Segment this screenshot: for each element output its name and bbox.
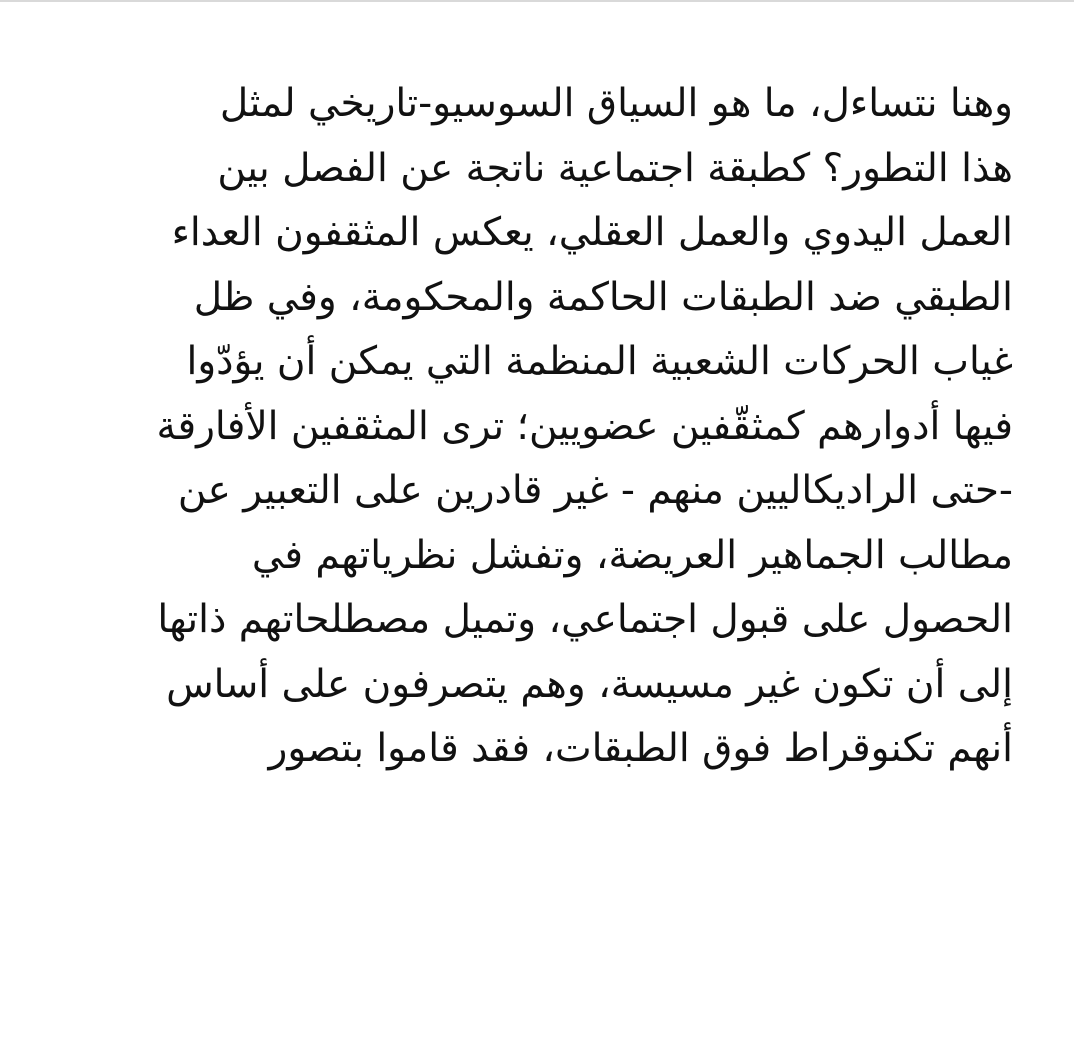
text-line-9: الحصول على قبول اجتماعي، وتميل مصطلحاتهم ذاتها — [157, 597, 1013, 642]
top-divider — [0, 0, 1074, 2]
text-line-6: فيها أدوارهم كمثقّفين عضويين؛ ترى المثقفين الأفارقة — [156, 403, 1013, 449]
text-line-7: -حتى الراديكاليين منهم - غير قادرين على التعبير عن — [177, 468, 1013, 513]
text-line-11: أنهم تكنوقراط فوق الطبقات، فقد قاموا بتصور — [268, 726, 1013, 771]
text-line-2: هذا التطور؟ كطبقة اجتماعية ناتجة عن الفصل بين — [217, 145, 1013, 191]
text-line-4: الطبقي ضد الطبقات الحاكمة والمحكومة، وفي ظل — [193, 274, 1013, 320]
text-line-1: وهنا نتساءل، ما هو السياق السوسيو-تاريخي لمثل — [219, 81, 1013, 126]
text-line-5: غياب الحركات الشعبية المنظمة التي يمكن أن يؤدّوا — [186, 339, 1013, 384]
arabic-paragraph — [118, 72, 1013, 782]
text-line-10: إلى أن تكون غير مسيسة، وهم يتصرفون على أساس — [166, 661, 1013, 707]
text-line-8: مطالب الجماهير العريضة، وتفشل نظرياتهم في — [251, 532, 1013, 578]
text-line-3: العمل اليدوي والعمل العقلي، يعكس المثقفون العداء — [171, 210, 1013, 255]
